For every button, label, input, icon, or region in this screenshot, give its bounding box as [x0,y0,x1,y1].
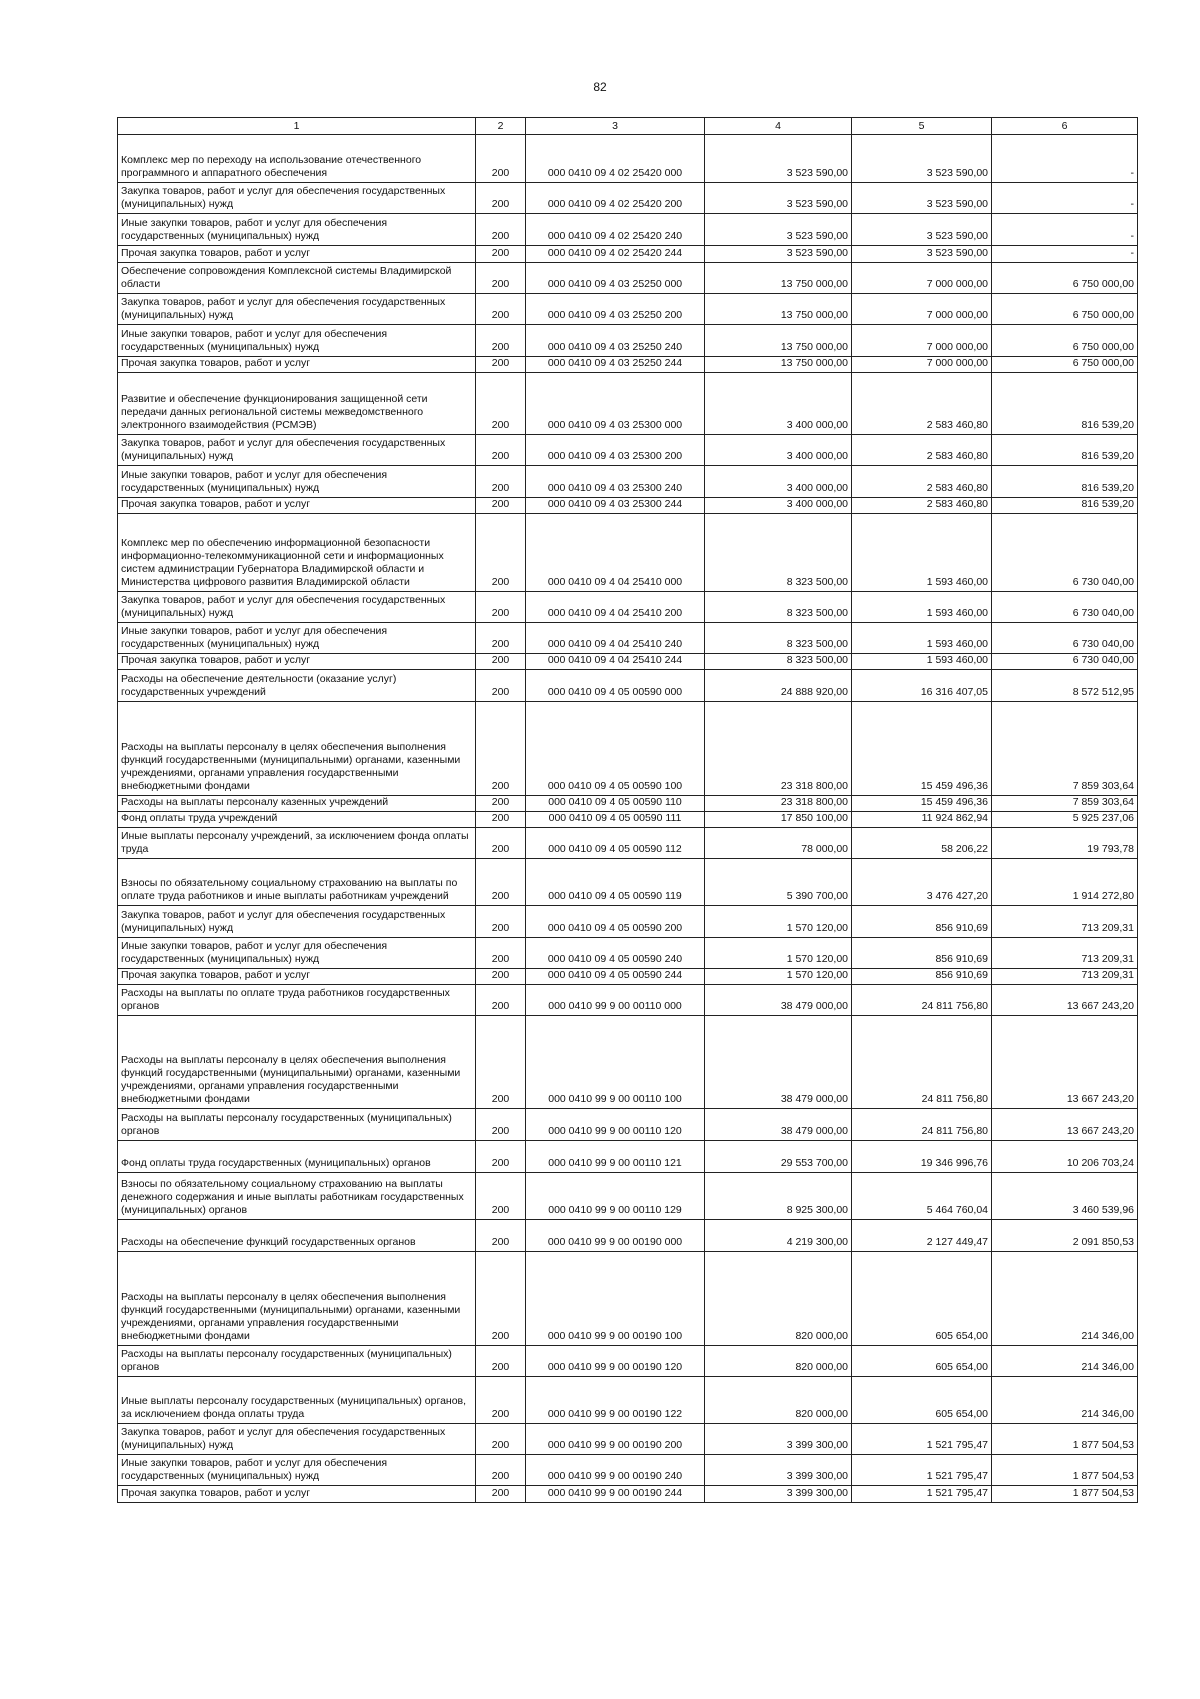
line-code-cell: 200 [476,246,526,263]
executed-amount-cell: 856 910,69 [852,906,992,938]
row-name-cell: Фонд оплаты труда государственных (муниципальных) органов [118,1141,476,1173]
classification-code-cell: 000 0410 09 4 03 25250 200 [526,294,705,325]
row-name-cell: Развитие и обеспечение функционирования защищенной сети передачи данных региональной системы межведомственного электронного взаимодействия (РСМЭВ) [118,373,476,435]
table-row [118,514,1138,592]
table-row [118,1220,1138,1252]
row-name-cell: Расходы на выплаты персоналу в целях обеспечения выполнения функций государственными (муниципальными) органами, казенными учреждениями, органами управления государственными внебюджетными фондами [118,1252,476,1346]
unexecuted-amount-cell: 8 572 512,95 [992,670,1138,702]
table-row [118,623,1138,654]
row-name-cell: Расходы на обеспечение функций государственных органов [118,1220,476,1252]
approved-amount-cell: 38 479 000,00 [705,1016,852,1109]
executed-amount-cell: 1 521 795,47 [852,1486,992,1503]
unexecuted-amount-cell: 713 209,31 [992,938,1138,969]
line-code-cell: 200 [476,1455,526,1486]
table-row [118,812,1138,828]
budget-table [117,117,1138,1503]
line-code-cell: 200 [476,702,526,796]
classification-code-cell: 000 0410 09 4 03 25300 000 [526,373,705,435]
line-code-cell: 200 [476,294,526,325]
classification-code-cell: 000 0410 09 4 03 25250 000 [526,263,705,294]
classification-code-cell: 000 0410 09 4 04 25410 240 [526,623,705,654]
table-row [118,498,1138,514]
executed-amount-cell: 7 000 000,00 [852,325,992,357]
classification-code-cell: 000 0410 99 9 00 00190 122 [526,1377,705,1424]
executed-amount-cell: 1 593 460,00 [852,654,992,670]
unexecuted-amount-cell: 713 209,31 [992,969,1138,985]
classification-code-cell: 000 0410 09 4 03 25300 200 [526,435,705,466]
table-row [118,435,1138,466]
line-code-cell: 200 [476,985,526,1016]
table-row [118,1141,1138,1173]
executed-amount-cell: 5 464 760,04 [852,1173,992,1220]
approved-amount-cell: 1 570 120,00 [705,969,852,985]
approved-amount-cell: 13 750 000,00 [705,357,852,373]
row-name-cell: Фонд оплаты труда учреждений [118,812,476,828]
row-name-cell: Взносы по обязательному социальному страхованию на выплаты по оплате труда работников и иные выплаты работникам учреждений [118,859,476,906]
line-code-cell: 200 [476,1220,526,1252]
approved-amount-cell: 13 750 000,00 [705,263,852,294]
classification-code-cell: 000 0410 09 4 05 00590 100 [526,702,705,796]
row-name-cell: Прочая закупка товаров, работ и услуг [118,654,476,670]
approved-amount-cell: 8 323 500,00 [705,592,852,623]
table-row [118,906,1138,938]
table-row [118,1016,1138,1109]
line-code-cell: 200 [476,1252,526,1346]
unexecuted-amount-cell: 7 859 303,64 [992,796,1138,812]
unexecuted-amount-cell: 13 667 243,20 [992,1016,1138,1109]
row-name-cell: Закупка товаров, работ и услуг для обеспечения государственных (муниципальных) нужд [118,906,476,938]
unexecuted-amount-cell: 5 925 237,06 [992,812,1138,828]
executed-amount-cell: 605 654,00 [852,1346,992,1377]
row-name-cell: Прочая закупка товаров, работ и услуг [118,1486,476,1503]
classification-code-cell: 000 0410 09 4 04 25410 000 [526,514,705,592]
table-row [118,1173,1138,1220]
row-name-cell: Прочая закупка товаров, работ и услуг [118,969,476,985]
unexecuted-amount-cell: 1 877 504,53 [992,1486,1138,1503]
approved-amount-cell: 38 479 000,00 [705,1109,852,1141]
classification-code-cell: 000 0410 09 4 05 00590 244 [526,969,705,985]
unexecuted-amount-cell: 713 209,31 [992,906,1138,938]
line-code-cell: 200 [476,466,526,498]
table-row [118,357,1138,373]
approved-amount-cell: 8 323 500,00 [705,514,852,592]
row-name-cell: Закупка товаров, работ и услуг для обеспечения государственных (муниципальных) нужд [118,183,476,214]
table-row [118,183,1138,214]
table-row [118,670,1138,702]
row-name-cell: Расходы на выплаты персоналу в целях обеспечения выполнения функций государственными (муниципальными) органами, казенными учреждениями, органами управления государственными внебюджетными фондами [118,1016,476,1109]
table-row [118,702,1138,796]
executed-amount-cell: 2 583 460,80 [852,435,992,466]
classification-code-cell: 000 0410 09 4 05 00590 200 [526,906,705,938]
header-row [118,118,1138,135]
unexecuted-amount-cell: 816 539,20 [992,435,1138,466]
unexecuted-amount-cell: 6 750 000,00 [992,294,1138,325]
executed-amount-cell: 19 346 996,76 [852,1141,992,1173]
table-row [118,1346,1138,1377]
executed-amount-cell: 15 459 496,36 [852,796,992,812]
classification-code-cell: 000 0410 09 4 04 25410 200 [526,592,705,623]
executed-amount-cell: 1 593 460,00 [852,514,992,592]
row-name-cell: Расходы на выплаты персоналу в целях обеспечения выполнения функций государственными (муниципальными) органами, казенными учреждениями, органами управления государственными внебюджетными фондами [118,702,476,796]
column-header-3: 3 [526,118,705,135]
approved-amount-cell: 820 000,00 [705,1346,852,1377]
executed-amount-cell: 24 811 756,80 [852,1109,992,1141]
row-name-cell: Расходы на выплаты по оплате труда работников государственных органов [118,985,476,1016]
classification-code-cell: 000 0410 09 4 05 00590 111 [526,812,705,828]
page-number: 82 [593,80,607,94]
unexecuted-amount-cell: 13 667 243,20 [992,985,1138,1016]
approved-amount-cell: 8 323 500,00 [705,654,852,670]
table-row [118,1109,1138,1141]
approved-amount-cell: 3 399 300,00 [705,1424,852,1455]
line-code-cell: 200 [476,1486,526,1503]
executed-amount-cell: 24 811 756,80 [852,985,992,1016]
unexecuted-amount-cell: 6 730 040,00 [992,592,1138,623]
approved-amount-cell: 3 400 000,00 [705,435,852,466]
line-code-cell: 200 [476,969,526,985]
executed-amount-cell: 605 654,00 [852,1377,992,1424]
classification-code-cell: 000 0410 09 4 05 00590 119 [526,859,705,906]
unexecuted-amount-cell: - [992,246,1138,263]
executed-amount-cell: 3 523 590,00 [852,183,992,214]
row-name-cell: Прочая закупка товаров, работ и услуг [118,357,476,373]
table-row [118,1486,1138,1503]
executed-amount-cell: 2 583 460,80 [852,498,992,514]
executed-amount-cell: 7 000 000,00 [852,263,992,294]
table-row [118,828,1138,859]
row-name-cell: Иные закупки товаров, работ и услуг для обеспечения государственных (муниципальных) нужд [118,623,476,654]
classification-code-cell: 000 0410 09 4 03 25250 240 [526,325,705,357]
unexecuted-amount-cell: 6 730 040,00 [992,654,1138,670]
table-row [118,263,1138,294]
table-header [118,118,1138,135]
table-row [118,796,1138,812]
executed-amount-cell: 856 910,69 [852,969,992,985]
line-code-cell: 200 [476,1346,526,1377]
unexecuted-amount-cell: 6 750 000,00 [992,357,1138,373]
table-row [118,859,1138,906]
executed-amount-cell: 3 476 427,20 [852,859,992,906]
unexecuted-amount-cell: 214 346,00 [992,1252,1138,1346]
line-code-cell: 200 [476,514,526,592]
line-code-cell: 200 [476,796,526,812]
executed-amount-cell: 3 523 590,00 [852,214,992,246]
row-name-cell: Расходы на выплаты персоналу государственных (муниципальных) органов [118,1346,476,1377]
approved-amount-cell: 820 000,00 [705,1252,852,1346]
table-row [118,1424,1138,1455]
classification-code-cell: 000 0410 09 4 02 25420 200 [526,183,705,214]
table-row [118,466,1138,498]
executed-amount-cell: 7 000 000,00 [852,294,992,325]
executed-amount-cell: 7 000 000,00 [852,357,992,373]
row-name-cell: Обеспечение сопровождения Комплексной системы Владимирской области [118,263,476,294]
unexecuted-amount-cell: 13 667 243,20 [992,1109,1138,1141]
approved-amount-cell: 3 523 590,00 [705,246,852,263]
classification-code-cell: 000 0410 09 4 03 25300 240 [526,466,705,498]
table-row [118,214,1138,246]
approved-amount-cell: 17 850 100,00 [705,812,852,828]
row-name-cell: Иные выплаты персоналу учреждений, за исключением фонда оплаты труда [118,828,476,859]
executed-amount-cell: 11 924 862,94 [852,812,992,828]
executed-amount-cell: 2 583 460,80 [852,373,992,435]
unexecuted-amount-cell: - [992,183,1138,214]
approved-amount-cell: 5 390 700,00 [705,859,852,906]
column-header-2: 2 [476,118,526,135]
unexecuted-amount-cell: 816 539,20 [992,466,1138,498]
line-code-cell: 200 [476,1141,526,1173]
classification-code-cell: 000 0410 09 4 03 25250 244 [526,357,705,373]
table-row [118,373,1138,435]
unexecuted-amount-cell: 214 346,00 [992,1377,1138,1424]
column-header-5: 5 [852,118,992,135]
approved-amount-cell: 4 219 300,00 [705,1220,852,1252]
approved-amount-cell: 3 523 590,00 [705,214,852,246]
table-row [118,969,1138,985]
row-name-cell: Взносы по обязательному социальному страхованию на выплаты денежного содержания и иные выплаты работникам государственных (муниципальных) органов [118,1173,476,1220]
row-name-cell: Расходы на выплаты персоналу казенных учреждений [118,796,476,812]
unexecuted-amount-cell: 1 914 272,80 [992,859,1138,906]
column-header-1: 1 [118,118,476,135]
executed-amount-cell: 1 521 795,47 [852,1455,992,1486]
row-name-cell: Расходы на обеспечение деятельности (оказание услуг) государственных учреждений [118,670,476,702]
line-code-cell: 200 [476,812,526,828]
approved-amount-cell: 3 523 590,00 [705,135,852,183]
line-code-cell: 200 [476,906,526,938]
line-code-cell: 200 [476,183,526,214]
table-row [118,1455,1138,1486]
unexecuted-amount-cell: 1 877 504,53 [992,1455,1138,1486]
approved-amount-cell: 23 318 800,00 [705,796,852,812]
approved-amount-cell: 29 553 700,00 [705,1141,852,1173]
unexecuted-amount-cell: 816 539,20 [992,373,1138,435]
approved-amount-cell: 23 318 800,00 [705,702,852,796]
line-code-cell: 200 [476,859,526,906]
approved-amount-cell: 8 323 500,00 [705,623,852,654]
table-row [118,1377,1138,1424]
column-header-6: 6 [992,118,1138,135]
line-code-cell: 200 [476,435,526,466]
table-row [118,938,1138,969]
table-row [118,654,1138,670]
executed-amount-cell: 1 593 460,00 [852,592,992,623]
line-code-cell: 200 [476,1173,526,1220]
executed-amount-cell: 2 127 449,47 [852,1220,992,1252]
row-name-cell: Закупка товаров, работ и услуг для обеспечения государственных (муниципальных) нужд [118,435,476,466]
row-name-cell: Закупка товаров, работ и услуг для обеспечения государственных (муниципальных) нужд [118,294,476,325]
approved-amount-cell: 3 399 300,00 [705,1455,852,1486]
row-name-cell: Иные закупки товаров, работ и услуг для обеспечения государственных (муниципальных) нужд [118,325,476,357]
classification-code-cell: 000 0410 09 4 02 25420 240 [526,214,705,246]
row-name-cell: Иные закупки товаров, работ и услуг для обеспечения государственных (муниципальных) нужд [118,1455,476,1486]
classification-code-cell: 000 0410 99 9 00 00190 120 [526,1346,705,1377]
row-name-cell: Иные закупки товаров, работ и услуг для обеспечения государственных (муниципальных) нужд [118,938,476,969]
approved-amount-cell: 78 000,00 [705,828,852,859]
approved-amount-cell: 1 570 120,00 [705,906,852,938]
unexecuted-amount-cell: 816 539,20 [992,498,1138,514]
approved-amount-cell: 24 888 920,00 [705,670,852,702]
line-code-cell: 200 [476,1016,526,1109]
classification-code-cell: 000 0410 99 9 00 00110 121 [526,1141,705,1173]
row-name-cell: Иные закупки товаров, работ и услуг для обеспечения государственных (муниципальных) нужд [118,466,476,498]
unexecuted-amount-cell: 6 750 000,00 [992,325,1138,357]
executed-amount-cell: 16 316 407,05 [852,670,992,702]
approved-amount-cell: 8 925 300,00 [705,1173,852,1220]
approved-amount-cell: 13 750 000,00 [705,294,852,325]
classification-code-cell: 000 0410 09 4 03 25300 244 [526,498,705,514]
row-name-cell: Закупка товаров, работ и услуг для обеспечения государственных (муниципальных) нужд [118,1424,476,1455]
classification-code-cell: 000 0410 99 9 00 00190 100 [526,1252,705,1346]
executed-amount-cell: 856 910,69 [852,938,992,969]
line-code-cell: 200 [476,828,526,859]
table-row [118,985,1138,1016]
approved-amount-cell: 3 400 000,00 [705,498,852,514]
classification-code-cell: 000 0410 99 9 00 00110 000 [526,985,705,1016]
approved-amount-cell: 3 400 000,00 [705,373,852,435]
approved-amount-cell: 1 570 120,00 [705,938,852,969]
table-row [118,135,1138,183]
line-code-cell: 200 [476,373,526,435]
classification-code-cell: 000 0410 09 4 05 00590 000 [526,670,705,702]
classification-code-cell: 000 0410 99 9 00 00190 000 [526,1220,705,1252]
executed-amount-cell: 15 459 496,36 [852,702,992,796]
line-code-cell: 200 [476,325,526,357]
line-code-cell: 200 [476,592,526,623]
classification-code-cell: 000 0410 99 9 00 00110 120 [526,1109,705,1141]
table-row [118,325,1138,357]
line-code-cell: 200 [476,1377,526,1424]
executed-amount-cell: 58 206,22 [852,828,992,859]
unexecuted-amount-cell: 2 091 850,53 [992,1220,1138,1252]
line-code-cell: 200 [476,670,526,702]
unexecuted-amount-cell: - [992,135,1138,183]
executed-amount-cell: 3 523 590,00 [852,246,992,263]
line-code-cell: 200 [476,654,526,670]
unexecuted-amount-cell: 6 730 040,00 [992,623,1138,654]
unexecuted-amount-cell: 214 346,00 [992,1346,1138,1377]
unexecuted-amount-cell: - [992,214,1138,246]
row-name-cell: Закупка товаров, работ и услуг для обеспечения государственных (муниципальных) нужд [118,592,476,623]
table-row [118,246,1138,263]
executed-amount-cell: 1 521 795,47 [852,1424,992,1455]
executed-amount-cell: 24 811 756,80 [852,1016,992,1109]
line-code-cell: 200 [476,357,526,373]
table-body [118,135,1138,1503]
unexecuted-amount-cell: 1 877 504,53 [992,1424,1138,1455]
row-name-cell: Комплекс мер по переходу на использование отечественного программного и аппаратного обеспечения [118,135,476,183]
executed-amount-cell: 2 583 460,80 [852,466,992,498]
unexecuted-amount-cell: 3 460 539,96 [992,1173,1138,1220]
approved-amount-cell: 3 523 590,00 [705,183,852,214]
column-header-4: 4 [705,118,852,135]
line-code-cell: 200 [476,263,526,294]
approved-amount-cell: 3 400 000,00 [705,466,852,498]
line-code-cell: 200 [476,938,526,969]
classification-code-cell: 000 0410 99 9 00 00190 240 [526,1455,705,1486]
line-code-cell: 200 [476,135,526,183]
approved-amount-cell: 3 399 300,00 [705,1486,852,1503]
executed-amount-cell: 3 523 590,00 [852,135,992,183]
classification-code-cell: 000 0410 09 4 02 25420 244 [526,246,705,263]
line-code-cell: 200 [476,1109,526,1141]
classification-code-cell: 000 0410 09 4 05 00590 240 [526,938,705,969]
row-name-cell: Иные закупки товаров, работ и услуг для обеспечения государственных (муниципальных) нужд [118,214,476,246]
line-code-cell: 200 [476,1424,526,1455]
line-code-cell: 200 [476,498,526,514]
classification-code-cell: 000 0410 99 9 00 00110 129 [526,1173,705,1220]
row-name-cell: Иные выплаты персоналу государственных (муниципальных) органов, за исключением фонда оплаты труда [118,1377,476,1424]
unexecuted-amount-cell: 6 730 040,00 [992,514,1138,592]
classification-code-cell: 000 0410 09 4 04 25410 244 [526,654,705,670]
table-row [118,592,1138,623]
executed-amount-cell: 605 654,00 [852,1252,992,1346]
table-row [118,1252,1138,1346]
row-name-cell: Прочая закупка товаров, работ и услуг [118,498,476,514]
classification-code-cell: 000 0410 09 4 05 00590 110 [526,796,705,812]
classification-code-cell: 000 0410 09 4 02 25420 000 [526,135,705,183]
approved-amount-cell: 13 750 000,00 [705,325,852,357]
executed-amount-cell: 1 593 460,00 [852,623,992,654]
classification-code-cell: 000 0410 99 9 00 00190 244 [526,1486,705,1503]
line-code-cell: 200 [476,214,526,246]
approved-amount-cell: 38 479 000,00 [705,985,852,1016]
row-name-cell: Прочая закупка товаров, работ и услуг [118,246,476,263]
row-name-cell: Комплекс мер по обеспечению информационной безопасности информационно-телекоммуникационной сети и информационных систем администрации Губернатора Владимирской области и Министерства цифрового развития Владимирской области [118,514,476,592]
table-row [118,294,1138,325]
approved-amount-cell: 820 000,00 [705,1377,852,1424]
classification-code-cell: 000 0410 99 9 00 00190 200 [526,1424,705,1455]
unexecuted-amount-cell: 19 793,78 [992,828,1138,859]
row-name-cell: Расходы на выплаты персоналу государственных (муниципальных) органов [118,1109,476,1141]
classification-code-cell: 000 0410 09 4 05 00590 112 [526,828,705,859]
unexecuted-amount-cell: 6 750 000,00 [992,263,1138,294]
classification-code-cell: 000 0410 99 9 00 00110 100 [526,1016,705,1109]
unexecuted-amount-cell: 7 859 303,64 [992,702,1138,796]
unexecuted-amount-cell: 10 206 703,24 [992,1141,1138,1173]
line-code-cell: 200 [476,623,526,654]
